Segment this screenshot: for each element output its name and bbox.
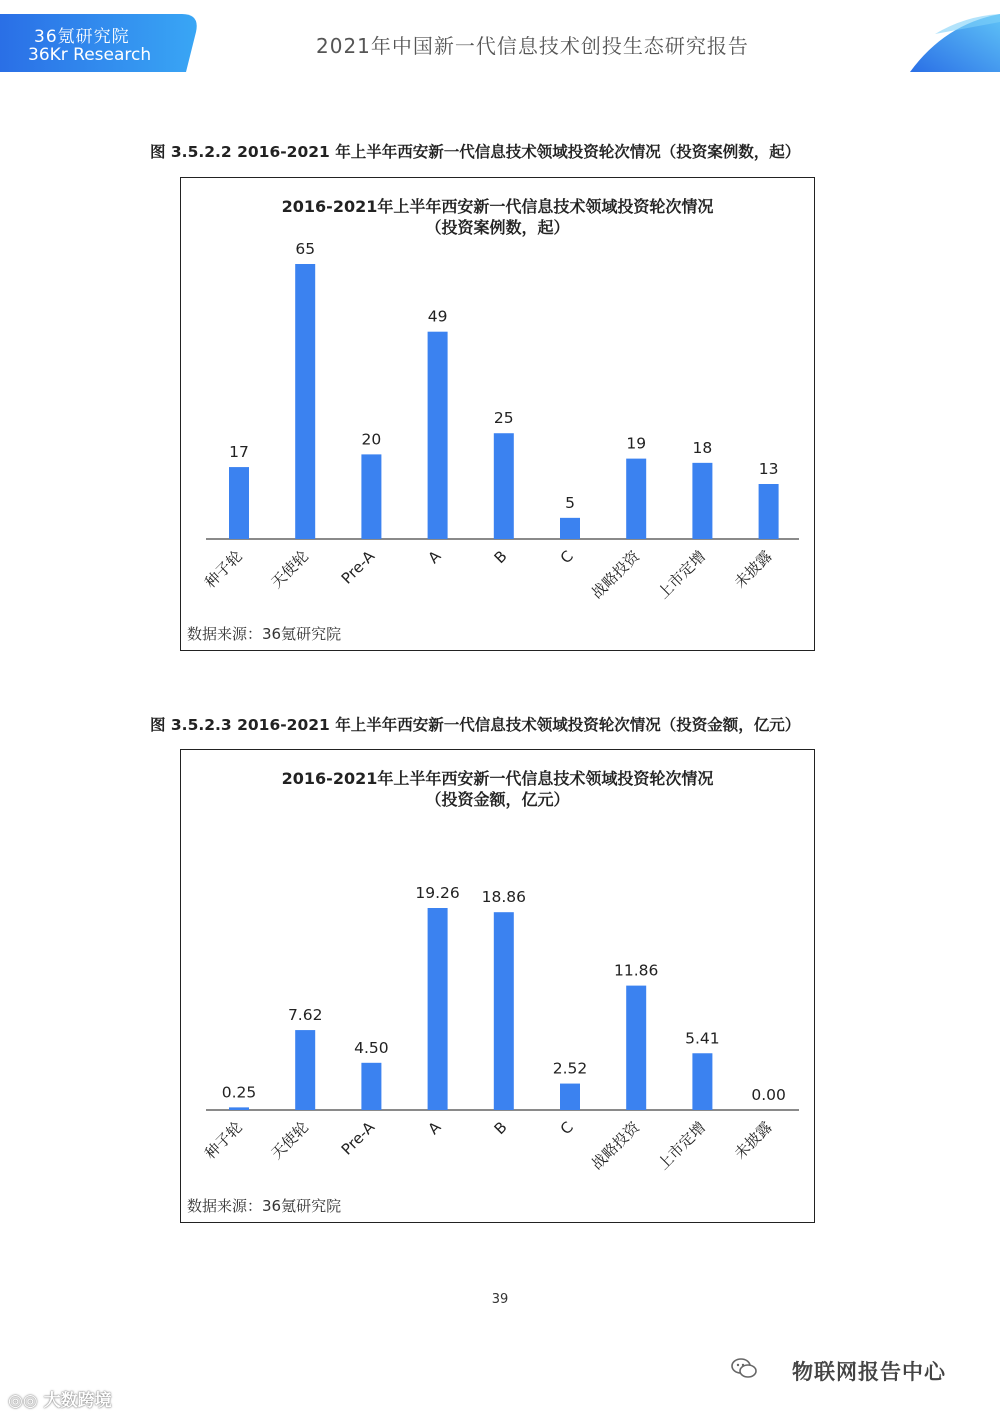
- x-tick-label: A: [424, 547, 445, 568]
- bar-0: [229, 467, 249, 539]
- x-tick-label: C: [556, 1118, 577, 1139]
- bar-3: [428, 908, 448, 1110]
- wechat-icon: [730, 1357, 758, 1379]
- x-tick-label: 天使轮: [267, 1118, 313, 1163]
- bar-6: [626, 986, 646, 1110]
- bar-value-label: 5: [565, 493, 575, 512]
- x-tick-label: 种子轮: [201, 547, 246, 592]
- x-tick-label: 战略投资: [587, 547, 644, 603]
- logo-text-cn: 36氪研究院: [34, 27, 130, 47]
- logo-text-en: 36Kr Research: [28, 45, 152, 65]
- bar-value-label: 7.62: [287, 1006, 323, 1025]
- bar-chart-svg: [181, 750, 813, 1220]
- watermark-left-text: 大数跨境: [43, 1391, 112, 1411]
- watermark-left-icon: ◎◎: [8, 1391, 44, 1411]
- corner-decoration: [905, 14, 1000, 72]
- bar-value-label: 18.86: [481, 888, 526, 907]
- bar-value-label: 0.00: [751, 1086, 786, 1104]
- bar-value-label: 19: [626, 434, 647, 453]
- bar-value-label: 11.86: [614, 961, 659, 980]
- x-tick-label: 未披露: [730, 547, 776, 592]
- bar-value-label: 5.41: [685, 1029, 720, 1048]
- chart-title: 2016-2021年上半年西安新一代信息技术领域投资轮次情况: [281, 197, 714, 216]
- x-tick-label: 未披露: [730, 1118, 776, 1163]
- x-tick-label: Pre-A: [337, 547, 379, 588]
- bar-7: [692, 1053, 712, 1110]
- bar-value-label: 4.50: [354, 1038, 389, 1057]
- x-tick-label: C: [556, 547, 577, 568]
- bar-value-label: 20: [361, 430, 382, 449]
- x-tick-label: 种子轮: [201, 1118, 246, 1163]
- report-title: 2021年中国新一代信息技术创投生态研究报告: [316, 34, 749, 58]
- bar-value-label: 18: [692, 438, 713, 457]
- bar-chart-svg: [181, 178, 813, 648]
- watermark-left: [8, 1386, 112, 1411]
- chart-amounts: [180, 749, 815, 1223]
- page-number: 39: [491, 1292, 509, 1307]
- chart-title: 2016-2021年上半年西安新一代信息技术领域投资轮次情况: [281, 769, 714, 788]
- x-tick-label: B: [490, 547, 511, 568]
- x-tick-label: 上市定增: [654, 547, 710, 603]
- bar-value-label: 2.52: [552, 1059, 588, 1078]
- bar-value-label: 65: [295, 240, 316, 258]
- bar-2: [361, 1063, 381, 1110]
- bar-2: [361, 454, 381, 539]
- bar-value-label: 49: [427, 307, 448, 326]
- chart-counts: [180, 177, 815, 651]
- bar-7: [692, 463, 712, 539]
- page-header: [0, 0, 1000, 78]
- x-tick-label: 上市定增: [654, 1118, 710, 1174]
- chart-subtitle: （投资金额，亿元）: [425, 790, 570, 809]
- figure-caption-2: 图 3.5.2.3 2016-2021 年上半年西安新一代信息技术领域投资轮次情况（投资金额，亿元）: [150, 716, 801, 734]
- figure-caption-1: 图 3.5.2.2 2016-2021 年上半年西安新一代信息技术领域投资轮次情况（投资案例数，起）: [150, 143, 801, 161]
- bar-3: [428, 332, 448, 539]
- bar-1: [295, 264, 315, 539]
- bar-value-label: 17: [229, 443, 249, 462]
- x-tick-label: 天使轮: [267, 547, 313, 592]
- x-tick-label: 战略投资: [587, 1118, 644, 1174]
- chart-subtitle: （投资案例数，起）: [425, 218, 570, 237]
- bar-value-label: 19.26: [415, 884, 460, 902]
- data-source: 数据来源：36氪研究院: [187, 625, 342, 643]
- bar-0: [229, 1107, 249, 1110]
- x-tick-label: A: [424, 1118, 445, 1139]
- bar-5: [560, 518, 580, 539]
- bar-1: [295, 1030, 315, 1110]
- bar-4: [494, 912, 514, 1110]
- bar-value-label: 13: [758, 460, 779, 478]
- bar-6: [626, 459, 646, 539]
- x-tick-label: B: [490, 1118, 511, 1139]
- bar-5: [560, 1084, 580, 1110]
- bar-value-label: 0.25: [221, 1083, 257, 1102]
- bar-8: [759, 484, 779, 539]
- bar-value-label: 25: [493, 409, 514, 428]
- bar-4: [494, 433, 514, 539]
- x-tick-label: Pre-A: [337, 1118, 379, 1159]
- data-source: 数据来源：36氪研究院: [187, 1197, 342, 1215]
- watermark-right: 物联网报告中心: [792, 1360, 946, 1384]
